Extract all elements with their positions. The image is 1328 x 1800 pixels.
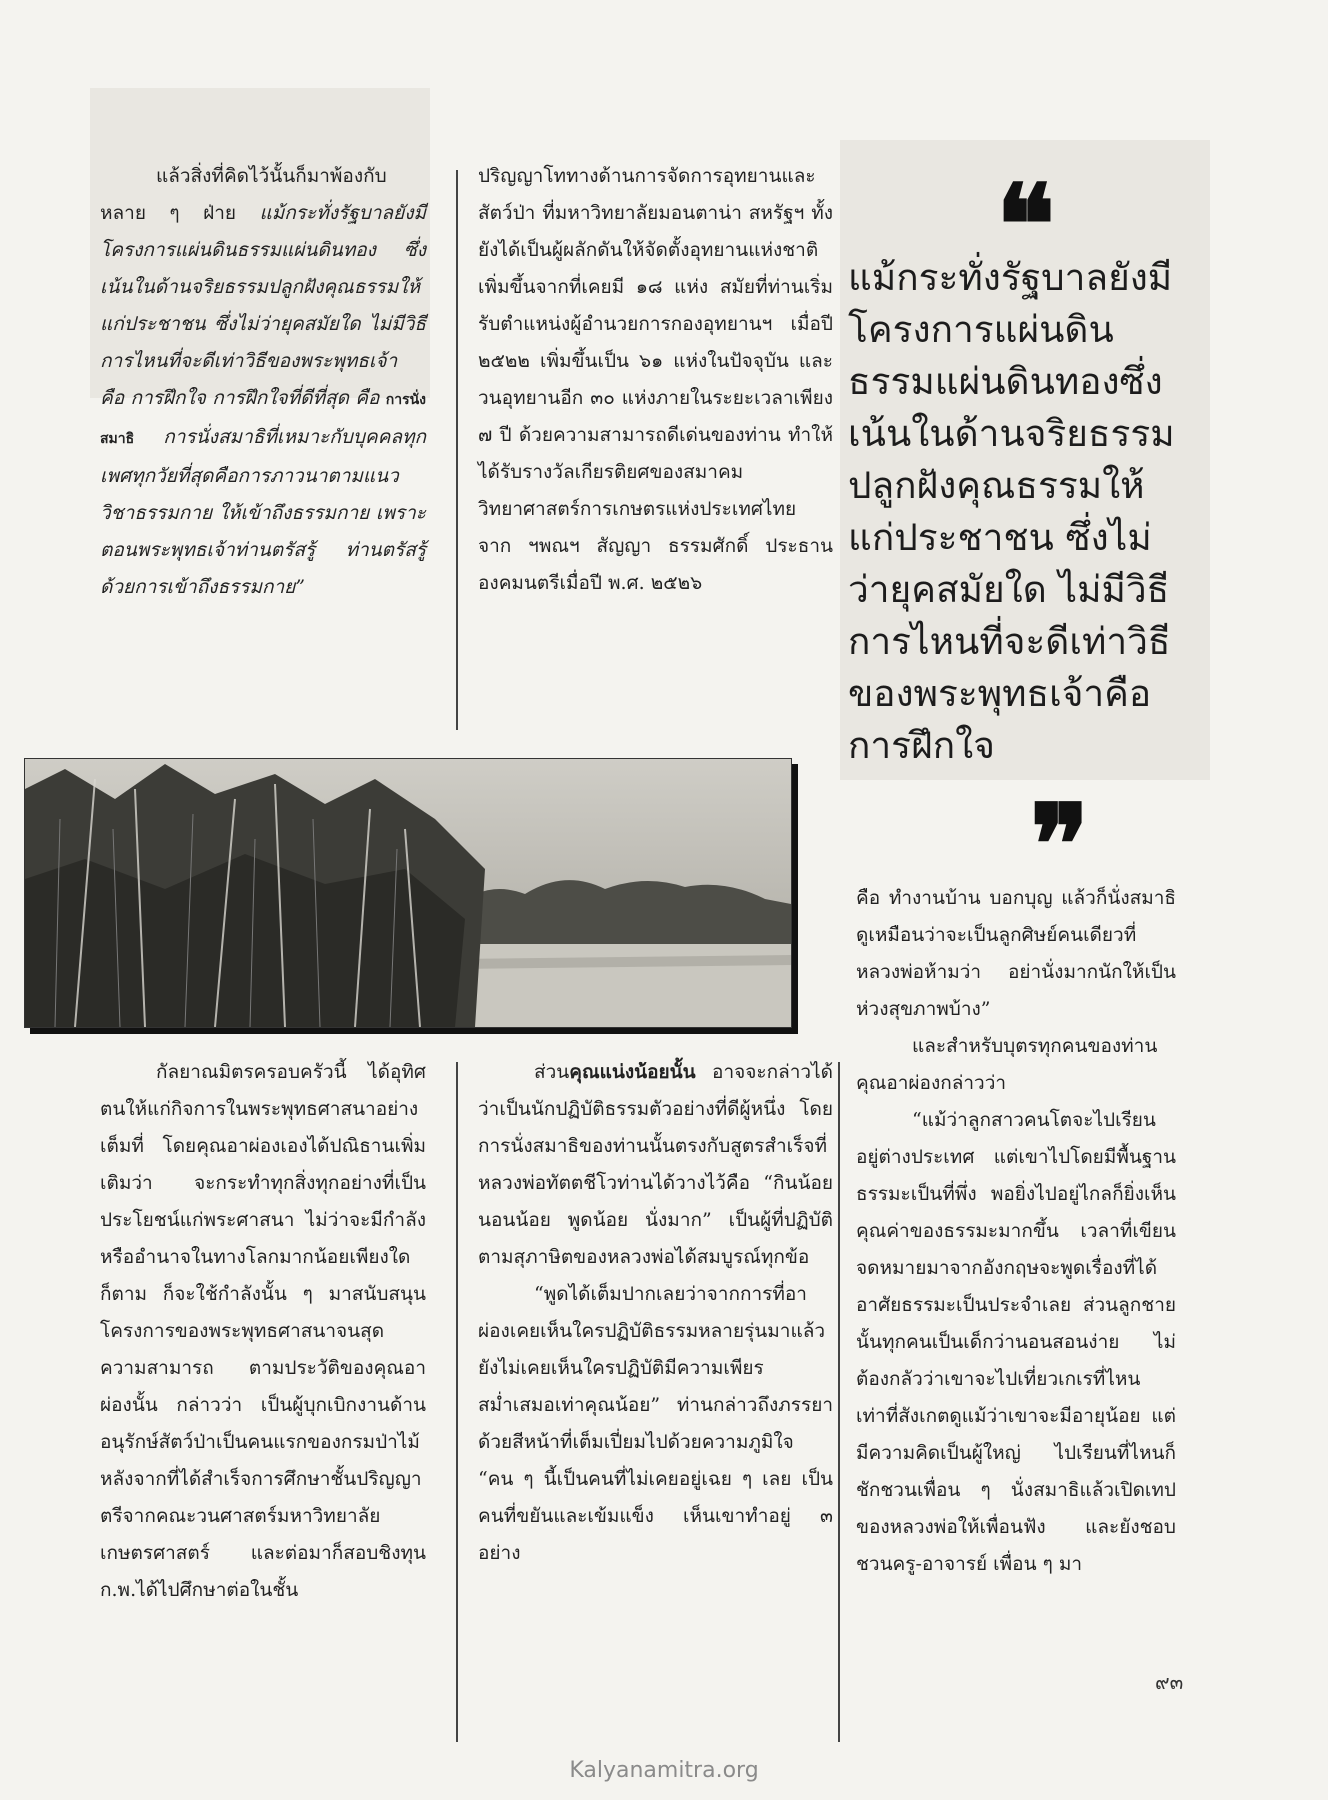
paragraph: กัลยาณมิตรครอบครัวนี้ ได้อุทิศตนให้แก่กิจการในพระพุทธศาสนาอย่างเต็มที่ โดยคุณอาผ่องเองได้ปณิธานเพิ่มเติมว่า จะกระทำทุกสิ่งทุกอย่างที่เป็นประโยชน์แก่พระศาสนา ไม่ว่าจะมีกำลังหรืออำนาจในทางโลกมากน้อยเพียงใดก็ตาม ก็จะใช้กำลังนั้น ๆ มาสนับสนุนโครงการของพระพุทธศาสนาจนสุดความสามารถ ตามประวัติของคุณอาผ่องนั้น กล่าวว่า เป็นผู้บุกเบิกงานด้านอนุรักษ์สัตว์ป่าเป็นคนแรกของกรมป่าไม้ หลังจากที่ได้สำเร็จการศึกษาชั้นปริญญาตรีจากคณะวนศาสตร์มหาวิทยาลัยเกษตรศาสตร์ และต่อมาก็สอบชิงทุน ก.พ.ได้ไปศึกษาต่อในชั้น — [100, 1061, 426, 1601]
paragraph — [478, 1054, 833, 1276]
italic-quote-text: แม้กระทั่งรัฐบาลยังมีโครงการแผ่นดินธรรมแผ่นดินทอง ซึ่งเน้นในด้านจริยธรรมปลูกฝังคุณธรรมให้แก่ประชาชน ซึ่งไม่ว่ายุคสมัยใด ไม่มีวิธีการไหนที่จะดีเท่าวิธีของพระพุทธเจ้า คือ การฝึกใจ การฝึกใจที่ดีที่สุด คือ — [100, 202, 426, 409]
bold-term: การนั่งสมาธิ — [100, 392, 426, 447]
article-column-1-top — [100, 158, 426, 606]
forest-photo-image — [25, 759, 791, 1027]
forest-photo — [24, 758, 792, 1028]
paragraph: “พูดได้เต็มปากเลยว่าจากการที่อาผ่องเคยเห็นใครปฏิบัติธรรมหลายรุ่นมาแล้ว ยังไม่เคยเห็นใครปฏิบัติมีความเพียรสม่ำเสมอเท่าคุณน้อย” ท่านกล่าวถึงภรรยาด้วยสีหน้าที่เต็มเปี่ยมไปด้วยความภูมิใจ “คน ๆ นี้เป็นคนที่ไม่เคยอยู่เฉย ๆ เลย เป็นคนที่ขยันและเข้มแข็ง เห็นเขาทำอยู่ ๓ อย่าง — [478, 1283, 833, 1564]
paragraph: “แม้ว่าลูกสาวคนโตจะไปเรียนอยู่ต่างประเทศ แต่เขาไปโดยมีพื้นฐานธรรมะเป็นที่พึ่ง พอยิ่งไปอยู่ไกลก็ยิ่งเห็นคุณค่าของธรรมะมากขึ้น เวลาที่เขียนจดหมายมาจากอังกฤษจะพูดเรื่องที่ได้อาศัยธรรมะเป็นประจำเลย ส่วนลูกชายนั้นทุกคนเป็นเด็กว่านอนสอนง่าย ไม่ต้องกลัวว่าเขาจะไปเที่ยวเกเรที่ไหน เท่าที่สังเกตดูแม้ว่าเขาจะมีอายุน้อย แต่มีความคิดเป็นผู้ใหญ่ ไปเรียนที่ไหนก็ชักชวนเพื่อน ๆ นั่งสมาธิแล้วเปิดเทปของหลวงพ่อให้เพื่อนฟัง และยังชอบชวนครู-อาจารย์ เพื่อน ๆ มา — [856, 1109, 1176, 1575]
column-divider — [456, 170, 458, 730]
article-column-3-bottom — [856, 880, 1176, 1583]
article-column-1-bottom — [100, 1054, 426, 1609]
paragraph: ปริญญาโททางด้านการจัดการอุทยานและสัตว์ป่า ที่มหาวิทยาลัยมอนตาน่า สหรัฐฯ ทั้งยังได้เป็นผู้ผลักดันให้จัดตั้งอุทยานแห่งชาติเพิ่มขึ้นจากที่เคยมี ๑๘ แห่ง สมัยที่ท่านเริ่มรับตำแหน่งผู้อำนวยการกองอุทยานฯ เมื่อปี ๒๕๒๒ เพิ่มขึ้นเป็น ๖๑ แห่งในปัจจุบัน และวนอุทยานอีก ๓๐ แห่งภายในระยะเวลาเพียง ๗ ปี ด้วยความสามารถดีเด่นของท่าน ทำให้ได้รับรางวัลเกียรติยศของสมาคมวิทยาศาสตร์การเกษตรแห่งประเทศไทย จาก ฯพณฯ สัญญา ธรรมศักดิ์ ประธานองคมนตรีเมื่อปี พ.ศ. ๒๕๒๖ — [478, 165, 833, 594]
pull-quote: แม้กระทั่งรัฐบาลยังมีโครงการแผ่นดินธรรมแผ่นดินทองซึ่งเน้นในด้านจริยธรรม ปลูกฝังคุณธรรมให้แก่ประชาชน ซึ่งไม่ว่ายุคสมัยใด ไม่มีวิธีการไหนที่จะดีเท่าวิธีของพระพุทธเจ้าคือ การฝึกใจ — [848, 256, 1175, 767]
column-divider — [456, 1062, 458, 1742]
italic-quote-text: การนั่งสมาธิที่เหมาะกับบุคคลทุกเพศทุกวัยที่สุดคือการภาวนาตามแนววิชาธรรมกาย ให้เข้าถึงธรรมกาย เพราะตอนพระพุทธเจ้าท่านตรัสรู้ ท่านตรัสรู้ด้วยการเข้าถึงธรรมกาย” — [100, 426, 426, 598]
article-column-2-bottom — [478, 1054, 833, 1572]
article-column-2-top — [478, 158, 833, 602]
paragraph — [100, 158, 426, 606]
paragraph-text: อาจจะกล่าวได้ว่าเป็นนักปฏิบัติธรรมตัวอย่างที่ดีผู้หนึ่ง โดยการนั่งสมาธิของท่านนั้นตรงกับสูตรสำเร็จที่หลวงพ่อทัตตชีโวท่านได้วางไว้คือ “กินน้อย นอนน้อย พูดน้อย นั่งมาก” เป็นผู้ที่ปฏิบัติตามสุภาษิตของหลวงพ่อได้สมบูรณ์ทุกข้อ — [478, 1061, 833, 1268]
open-quote-icon: ❝ — [996, 160, 1056, 289]
close-quote-icon: ❞ — [1030, 780, 1090, 909]
paragraph-text: ส่วน — [534, 1061, 570, 1083]
paragraph: คือ ทำงานบ้าน บอกบุญ แล้วก็นั่งสมาธิ ดูเหมือนว่าจะเป็นลูกศิษย์คนเดียวที่หลวงพ่อห้ามว่า อย่านั่งมากนักให้เป็นห่วงสุขภาพบ้าง” — [856, 887, 1176, 1020]
page-number: ๙๓ — [1155, 1670, 1184, 1694]
site-watermark: Kalyanamitra.org — [569, 1758, 759, 1783]
paragraph-text: แล้วสิ่งที่คิดไว้นั้นก็มาพ้องกับหลาย ๆ ฝ่าย — [100, 165, 387, 224]
column-divider — [838, 1062, 840, 1742]
bold-name: คุณแน่งน้อยนั้น — [569, 1061, 696, 1083]
paragraph: และสำหรับบุตรทุกคนของท่าน คุณอาผ่องกล่าวว่า — [856, 1035, 1158, 1094]
